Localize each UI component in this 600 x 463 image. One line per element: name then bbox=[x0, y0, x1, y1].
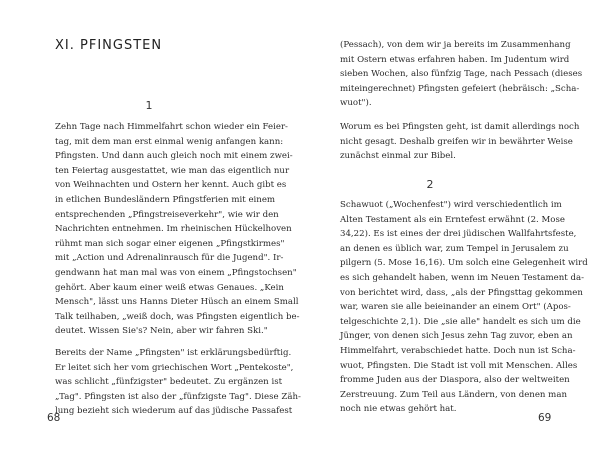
text-line: Schawuot („Wochenfest") wird verschiedentlich im bbox=[340, 200, 562, 210]
right-paragraph-1 bbox=[340, 38, 582, 111]
text-line: Jünger, von denen sich Jesus zehn Tag zuvor, eben an bbox=[340, 331, 573, 342]
text-line: von Weihnachten und Ostern her kennt. Auch gibt es bbox=[55, 180, 287, 191]
right-page bbox=[300, 0, 600, 463]
text-line: wuot, Pfingsten. Die Stadt ist voll mit Menschen. Alles bbox=[340, 360, 578, 371]
text-line: Alten Testament als ein Erntefest erwähnt (2. Mose bbox=[340, 214, 565, 225]
left-paragraph-1 bbox=[55, 120, 299, 339]
text-line: von berichtet wird, dass, „als der Pfingsttag gekommen bbox=[340, 287, 583, 298]
text-line: nicht gesagt. Deshalb greifen wir in bewährter Weise bbox=[340, 136, 573, 147]
text-line: miteingerechnet) Pfingsten gefeiert (hebräisch: „Scha- bbox=[340, 83, 580, 94]
text-line: wuot"). bbox=[340, 98, 372, 109]
chapter-title: XI. PFINGSTEN bbox=[55, 38, 163, 53]
text-line: (Pessach), von dem wir ja bereits im Zusammenhang bbox=[340, 40, 571, 50]
text-line: Worum es bei Pfingsten geht, ist damit allerdings noch bbox=[340, 122, 580, 132]
text-line: mit Ostern etwas erfahren haben. Im Judentum wird bbox=[340, 54, 570, 65]
text-line: tag, mit dem man erst einmal wenig anfangen kann: bbox=[55, 136, 284, 147]
text-line: in etlichen Bundesländern Pfingstferien mit einem bbox=[55, 194, 276, 205]
text-line: Er leitet sich her vom griechischen Wort „Pentekoste", bbox=[55, 362, 294, 373]
text-line: war, waren sie alle beieinander an einem Ort" (Apos- bbox=[340, 302, 571, 313]
text-line: gendwann hat man mal was von einem „Pfingstochsen" bbox=[55, 267, 297, 278]
text-line: es sich gehandelt haben, wenn im Neuen Testament da- bbox=[340, 272, 584, 283]
text-line: noch nie etwas gehört hat. bbox=[340, 404, 457, 415]
text-line: entsprechenden „Pfingstreiseverkehr", wie wir den bbox=[55, 209, 279, 220]
page-number-left: 68 bbox=[47, 412, 61, 424]
text-line: ten Feiertag ausgestattet, wie man das eigentlich nur bbox=[55, 165, 290, 176]
text-line: rühmt man sich sogar einer eigenen „Pfingstkirmes" bbox=[55, 238, 285, 249]
text-line: Himmelfahrt, verabschiedet hatte. Doch nun ist Scha- bbox=[340, 345, 576, 356]
text-line: fromme Juden aus der Diaspora, also der weltweiten bbox=[340, 375, 570, 386]
text-line: telgeschichte 2,1). Die „sie alle" handelt es sich um die bbox=[340, 316, 581, 327]
text-line: pilgern (5. Mose 16,16). Um solch eine Gelegenheit wird bbox=[340, 258, 588, 269]
text-line: mit „Action und Adrenalinrausch für die Jugend". Ir- bbox=[55, 253, 284, 264]
text-line: an denen es üblich war, zum Tempel in Jerusalem zu bbox=[340, 243, 569, 254]
text-line: Nachrichten entnehmen. Im rheinischen Hückelhoven bbox=[55, 224, 292, 235]
text-line: Talk teilhaben, „weiß doch, was Pfingsten eigentlich be- bbox=[55, 311, 300, 322]
text-line: Mensch", lässt uns Hanns Dieter Hüsch an einem Small bbox=[55, 297, 299, 308]
page-number-right: 69 bbox=[538, 412, 552, 424]
text-line: „Tag". Pfingsten ist also der „fünfzigste Tag". Diese Zäh- bbox=[55, 391, 301, 402]
text-line: Pfingsten. Und dann auch gleich noch mit einem zwei- bbox=[55, 151, 293, 162]
section-number-1: 1 bbox=[145, 99, 153, 112]
right-paragraph-3 bbox=[340, 198, 588, 417]
text-line: deutet. Wissen Sie's? Nein, aber wir fahren Ski." bbox=[55, 326, 268, 337]
text-line: lung bezieht sich wiederum auf das jüdische Passafest bbox=[55, 406, 293, 417]
text-line: sieben Wochen, also fünfzig Tage, nach Pessach (dieses bbox=[340, 69, 583, 80]
text-line: 34,22). Es ist eines der drei jüdischen Wallfahrtsfeste, bbox=[340, 229, 577, 240]
text-line: Bereits der Name „Pfingsten" ist erklärungsbedürftig. bbox=[55, 348, 292, 358]
text-line: zunächst einmal zur Bibel. bbox=[340, 151, 456, 162]
text-line: Zehn Tage nach Himmelfahrt schon wieder ein Feier- bbox=[55, 122, 288, 132]
section-number-2: 2 bbox=[426, 178, 434, 191]
text-line: Zerstreuung. Zum Teil aus Ländern, von denen man bbox=[340, 389, 567, 400]
left-paragraph-2 bbox=[55, 346, 301, 419]
right-paragraph-2 bbox=[340, 120, 579, 164]
text-line: gehört. Aber kaum einer weiß etwas Genaues. „Kein bbox=[55, 282, 284, 293]
text-line: was schlicht „fünfzigster" bedeutet. Zu ergänzen ist bbox=[55, 377, 283, 388]
